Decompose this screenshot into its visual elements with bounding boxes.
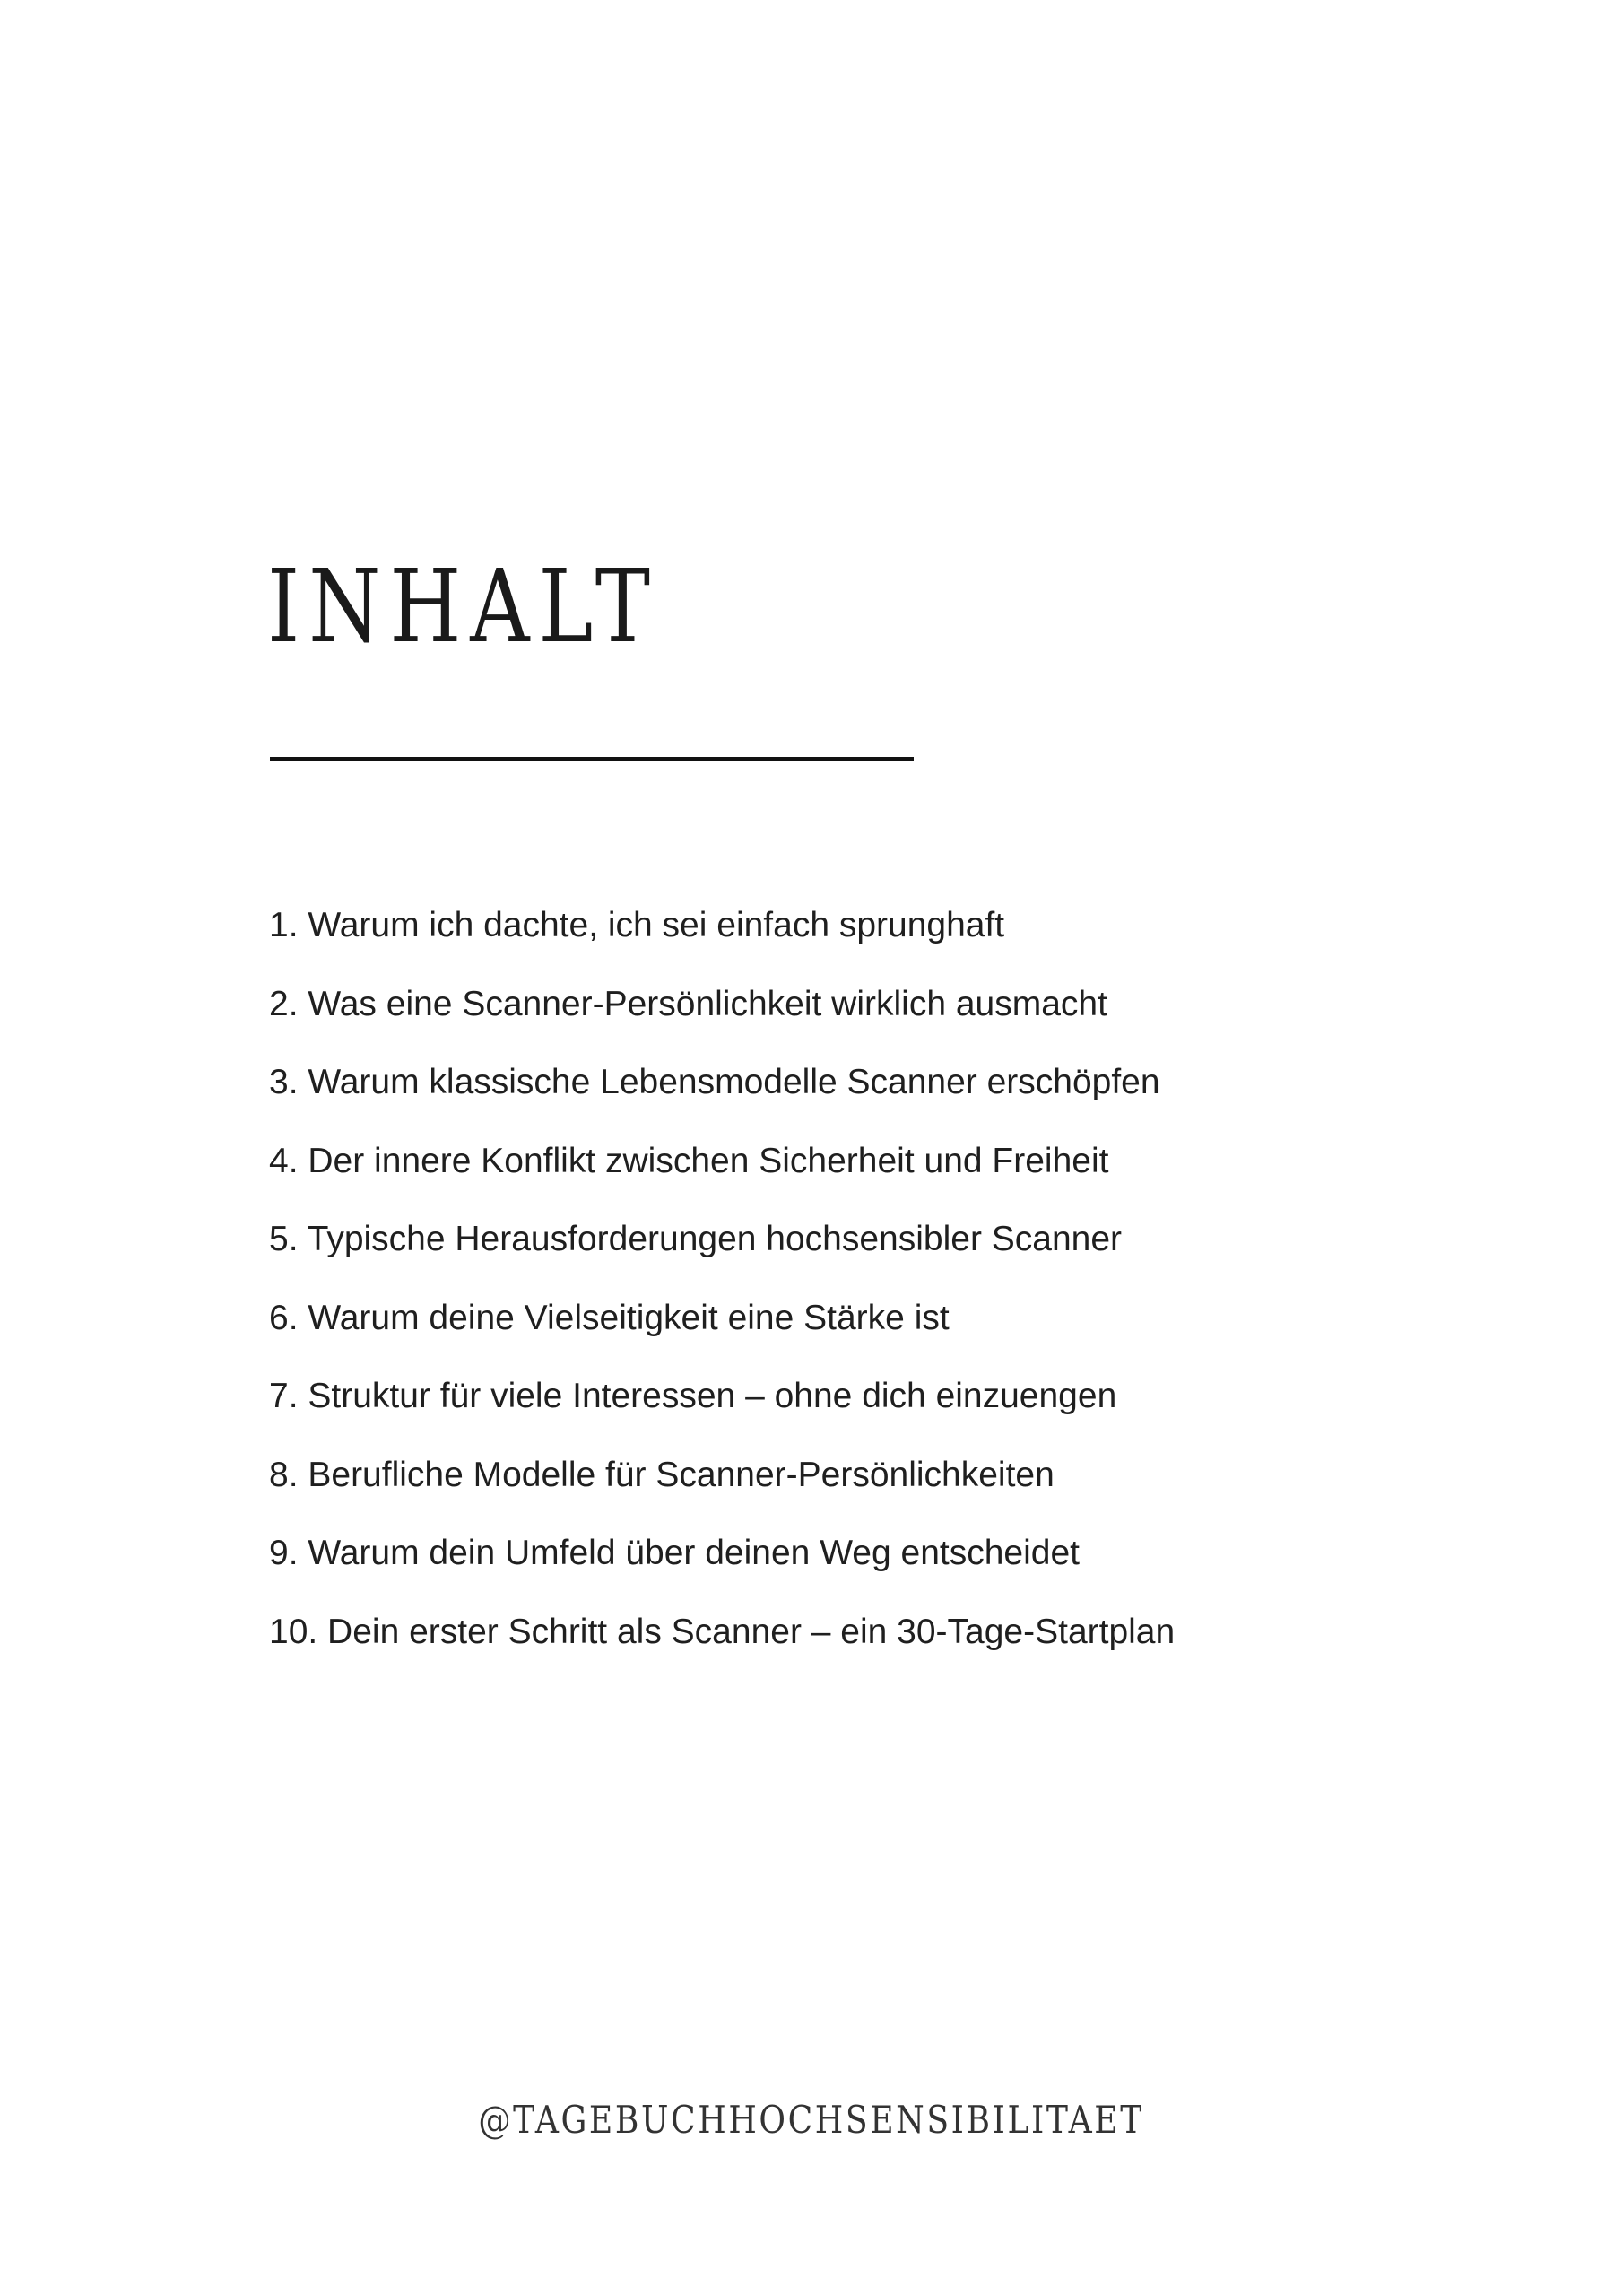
footer-handle-text: @TAGEBUCHHOCHSENSIBILITAET bbox=[478, 2098, 1145, 2142]
toc-item: 6. Warum deine Vielseitigkeit eine Stärke ist bbox=[269, 1298, 950, 1337]
toc-item: 4. Der innere Konflikt zwischen Sicherheit und Freiheit bbox=[269, 1141, 1109, 1180]
table-of-contents bbox=[269, 903, 1175, 1688]
toc-item: 9. Warum dein Umfeld über deinen Weg entscheidet bbox=[269, 1534, 1080, 1572]
toc-item: 3. Warum klassische Lebensmodelle Scanner erschöpfen bbox=[269, 1063, 1160, 1101]
toc-item: 10. Dein erster Schritt als Scanner – ein 30-Tage-Startplan bbox=[269, 1612, 1176, 1651]
toc-item: 7. Struktur für viele Interessen – ohne dich einzuengen bbox=[269, 1377, 1117, 1415]
toc-item: 8. Berufliche Modelle für Scanner-Persönlichkeiten bbox=[269, 1455, 1055, 1494]
title-divider bbox=[270, 757, 914, 761]
footer-social-handle bbox=[0, 2095, 1623, 2145]
page-title: INHALT bbox=[267, 549, 659, 665]
toc-item: 5. Typische Herausforderungen hochsensibler Scanner bbox=[269, 1220, 1123, 1258]
toc-item: 1. Warum ich dachte, ich sei einfach sprunghaft bbox=[269, 906, 1005, 944]
toc-item: 2. Was eine Scanner-Persönlichkeit wirklich ausmacht bbox=[269, 984, 1107, 1023]
